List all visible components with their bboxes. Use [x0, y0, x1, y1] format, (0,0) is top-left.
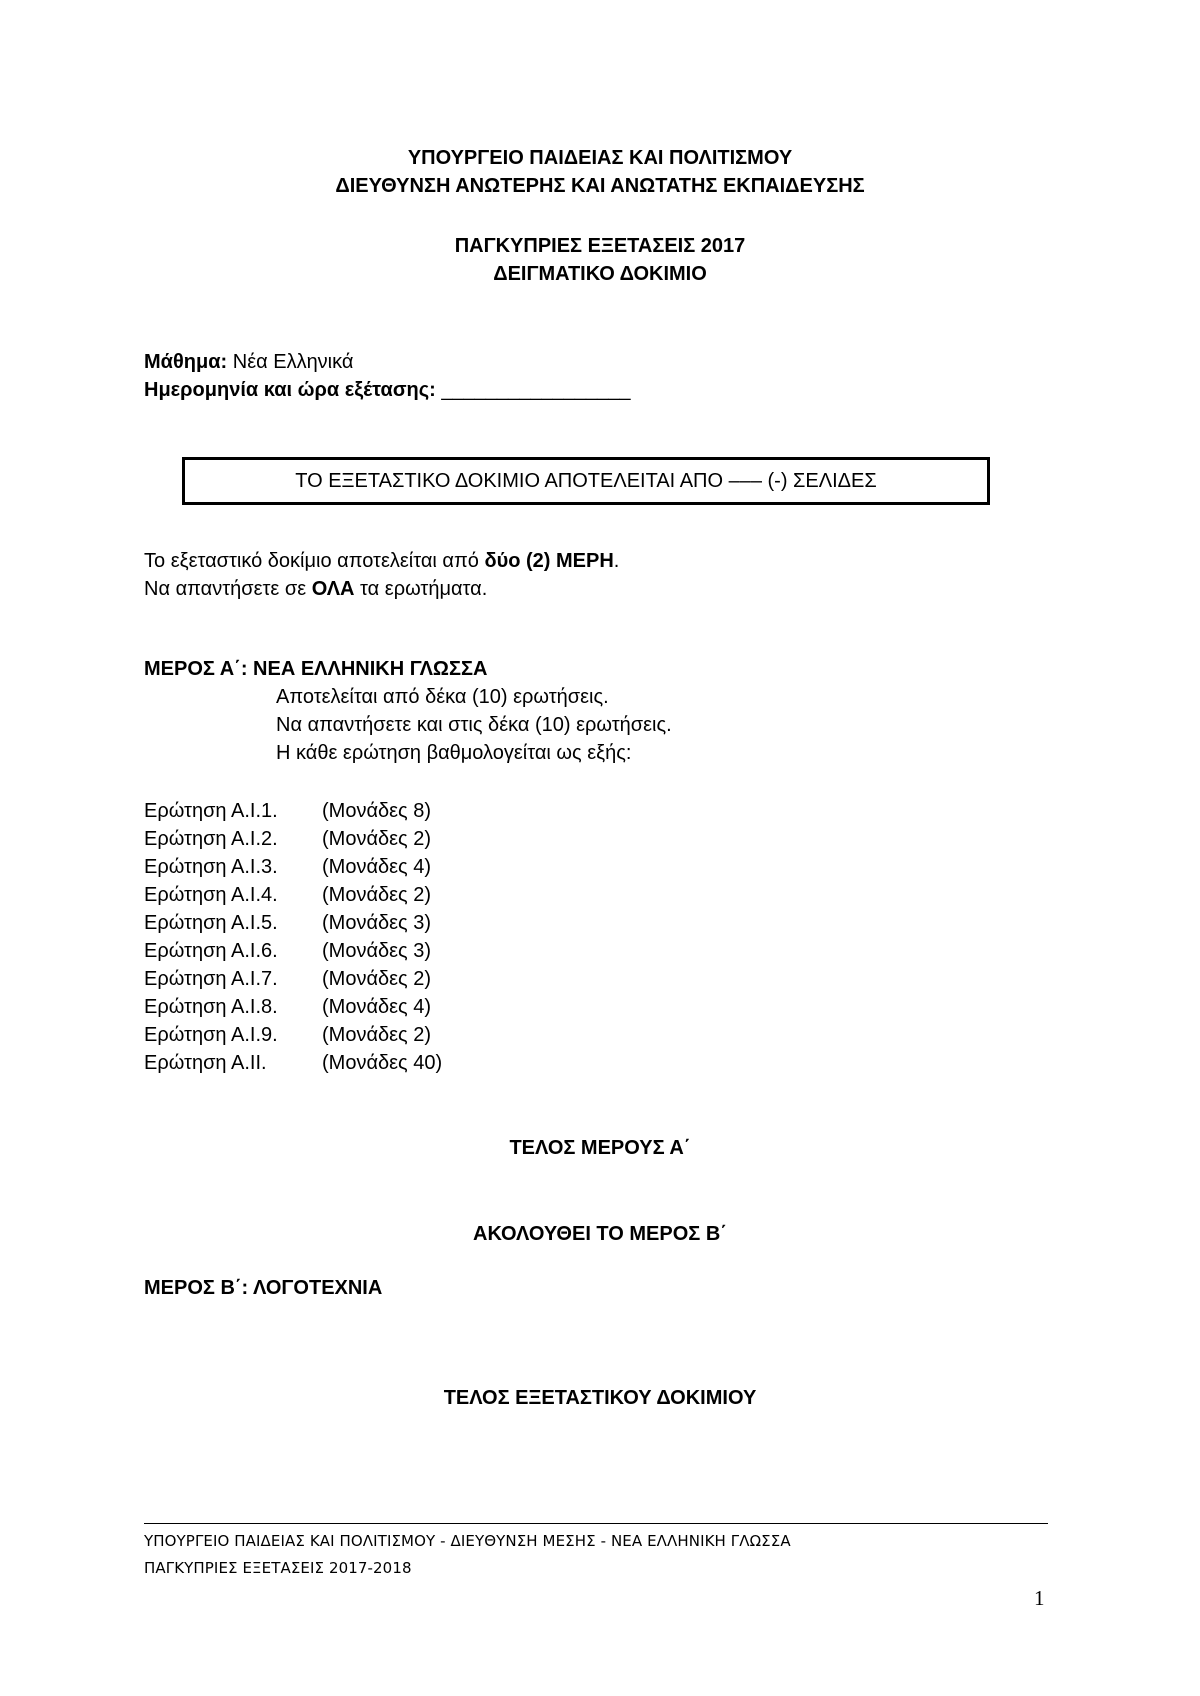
part-a-info: Να απαντήσετε και στις δέκα (10) ερωτήσεις.: [276, 714, 672, 736]
question-points: (Μονάδες 4): [322, 856, 432, 878]
question-points: (Μονάδες 3): [322, 912, 432, 934]
question-points: (Μονάδες 40): [322, 1052, 443, 1074]
question-row: [144, 937, 431, 965]
part-a-info: Αποτελείται από δέκα (10) ερωτήσεις.: [276, 686, 609, 708]
part-b-title: ΜΕΡΟΣ Β΄: ΛΟΓΟΤΕΧΝΙΑ: [144, 1277, 383, 1299]
question-label: Ερώτηση Α.ΙΙ.: [144, 1052, 267, 1074]
question-label: Ερώτηση Α.Ι.7.: [144, 968, 278, 990]
exam-date-label: Ημερομηνία και ώρα εξέτασης:: [144, 379, 436, 401]
question-label: Ερώτηση Α.Ι.1.: [144, 800, 278, 822]
question-row: [144, 1021, 431, 1049]
intro-text: .: [613, 550, 620, 572]
question-points: (Μονάδες 2): [322, 968, 432, 990]
part-a-info: Η κάθε ερώτηση βαθμολογείται ως εξής:: [276, 742, 632, 764]
question-label: Ερώτηση Α.Ι.6.: [144, 940, 278, 962]
intro-emphasis: ΟΛΑ: [311, 578, 355, 600]
question-label: Ερώτηση Α.Ι.5.: [144, 912, 278, 934]
exams-title: ΠΑΓΚΥΠΡΙΕΣ ΕΞΕΤΑΣΕΙΣ 2017: [454, 235, 746, 257]
footer-line-1: ΥΠΟΥΡΓΕΙΟ ΠΑΙΔΕΙΑΣ ΚΑΙ ΠΟΛΙΤΙΣΜΟΥ - ΔΙΕΥΘΥΝΣΗ ΜΕΣΗΣ - ΝΕΑ ΕΛΛΗΝΙΚΗ ΓΛΩΣΣΑ: [144, 1532, 791, 1550]
question-row: [144, 993, 431, 1021]
part-a-end: ΤΕΛΟΣ ΜΕΡΟΥΣ Α΄: [509, 1137, 691, 1159]
exam-date-line: [144, 376, 630, 404]
footer-divider: [144, 1523, 1048, 1524]
question-label: Ερώτηση Α.Ι.9.: [144, 1024, 278, 1046]
part-b-follows: ΑΚΟΛΟΥΘΕΙ ΤΟ ΜΕΡΟΣ Β΄: [473, 1223, 727, 1245]
part-a-title: ΜΕΡΟΣ Α΄: ΝΕΑ ΕΛΛΗΝΙΚΗ ΓΛΩΣΣΑ: [144, 658, 488, 680]
question-label: Ερώτηση Α.Ι.4.: [144, 884, 278, 906]
question-label: Ερώτηση Α.Ι.8.: [144, 996, 278, 1018]
question-points: (Μονάδες 2): [322, 828, 432, 850]
question-row: [144, 825, 431, 853]
exam-end: ΤΕΛΟΣ ΕΞΕΤΑΣΤΙΚΟΥ ΔΟΚΙΜΙΟΥ: [443, 1387, 757, 1409]
intro-text: Να απαντήσετε σε: [144, 578, 312, 600]
intro-line-1: [144, 547, 619, 575]
page-count-text: ΤΟ ΕΞΕΤΑΣΤΙΚΟ ΔΟΚΙΜΙΟ ΑΠΟΤΕΛΕΙΤΑΙ ΑΠΟ ––– (-) ΣΕΛΙΔΕΣ: [295, 470, 877, 492]
footer-line-2: ΠΑΓΚΥΠΡΙΕΣ ΕΞΕΤΑΣΕΙΣ 2017-2018: [144, 1559, 412, 1577]
page-number: 1: [1034, 1586, 1045, 1610]
question-points: (Μονάδες 2): [322, 884, 432, 906]
intro-text: Το εξεταστικό δοκίμιο αποτελείται από: [144, 550, 485, 572]
question-points: (Μονάδες 3): [322, 940, 432, 962]
question-row: [144, 965, 431, 993]
intro-emphasis: δύο (2) ΜΕΡΗ: [484, 550, 614, 572]
question-row: [144, 909, 431, 937]
subject-label: Μάθημα:: [144, 351, 228, 373]
question-points: (Μονάδες 2): [322, 1024, 432, 1046]
question-points: (Μονάδες 4): [322, 996, 432, 1018]
directorate-title: ΔΙΕΥΘΥΝΣΗ ΑΝΩΤΕΡΗΣ ΚΑΙ ΑΝΩΤΑΤΗΣ ΕΚΠΑΙΔΕΥΣΗΣ: [335, 175, 865, 197]
sample-paper-title: ΔΕΙΓΜΑΤΙΚΟ ΔΟΚΙΜΙΟ: [493, 263, 707, 285]
ministry-title: ΥΠΟΥΡΓΕΙΟ ΠΑΙΔΕΙΑΣ ΚΑΙ ΠΟΛΙΤΙΣΜΟΥ: [407, 147, 793, 169]
intro-text: τα ερωτήματα.: [354, 578, 488, 600]
question-row: [144, 853, 431, 881]
question-row: [144, 1049, 442, 1077]
intro-line-2: [144, 575, 487, 603]
question-row: [144, 797, 431, 825]
question-label: Ερώτηση Α.Ι.3.: [144, 856, 278, 878]
page-count-box: [182, 457, 990, 505]
subject-line: [144, 348, 353, 376]
exam-date-blank: _________________: [435, 379, 631, 401]
question-points: (Μονάδες 8): [322, 800, 432, 822]
question-label: Ερώτηση Α.Ι.2.: [144, 828, 278, 850]
subject-value: Νέα Ελληνικά: [227, 351, 354, 373]
question-row: [144, 881, 431, 909]
